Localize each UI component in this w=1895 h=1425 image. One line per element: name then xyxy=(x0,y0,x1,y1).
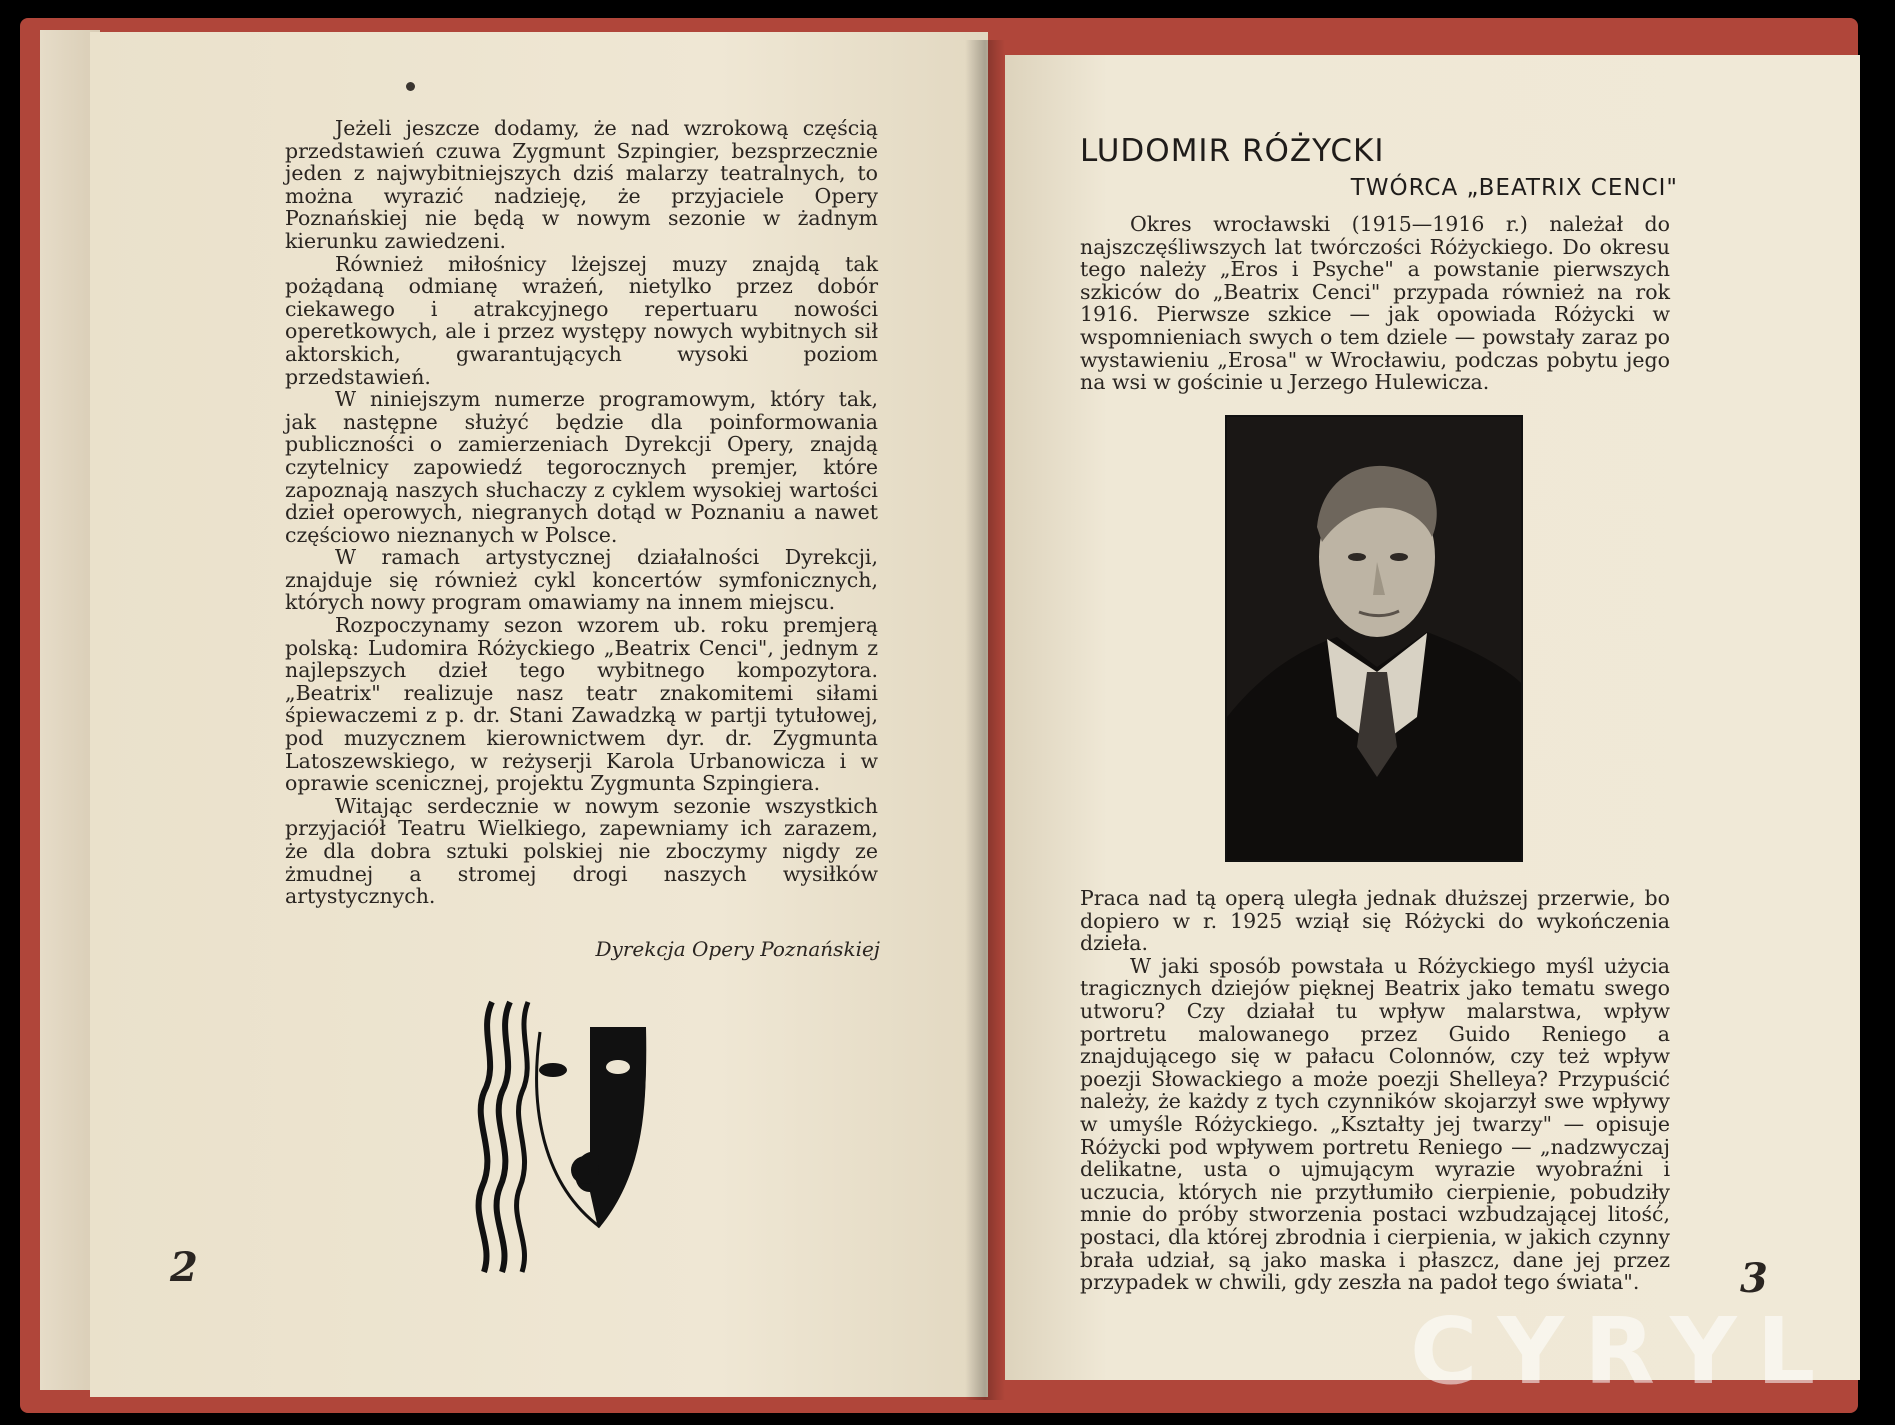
right-page xyxy=(1005,55,1860,1380)
right-page-body xyxy=(1080,887,1670,1294)
paragraph: W niniejszym numerze programowym, który tak, jak następne służyć będzie dla poinformowania publiczności o zamierzeniach Dyrekcji Opery, znajdą czytelnicy zapowiedź tegorocznych premjer, które zapoznają naszych słuchaczy z cyklem wysokiej wartości dzieł operowych, niegranych dotąd w Poznaniu a nawet częściowo nieznanych w Polsce. xyxy=(285,387,878,547)
book-spine xyxy=(965,40,1005,1400)
page-dot xyxy=(406,82,415,91)
article-subtitle: TWÓRCA „BEATRIX CENCI" xyxy=(1350,175,1678,201)
page-number: 2 xyxy=(170,1244,198,1291)
paragraph: Praca nad tą operą uległa jednak dłuższej przerwie, bo dopiero w r. 1925 wziął się Różycki do wykończenia dzieła. xyxy=(1080,886,1670,956)
paragraph: Rozpoczynamy sezon wzorem ub. roku premjerą polską: Ludomira Różyckiego „Beatrix Cenci", jednym z najlepszych dzieł tego wybitnego kompozytora. „Beatrix" realizuje nasz teatr znakomitemi siłami śpiewaczemi z p. dr. Stani Zawadzką w partji tytułowej, pod muzycznem kierownictwem dyr. dr. Zygmunta Latoszewskiego, w reżyserji Karola Urbanowicza i w oprawie scenicznej, projektu Zygmunta Szpingiera. xyxy=(285,613,878,796)
right-page-intro xyxy=(1080,213,1670,394)
paragraph: Okres wrocławski (1915—1916 r.) należał do najszczęśliwszych lat twórczości Różyckiego. Do okresu tego należy „Eros i Psyche" a powstanie pierwszych szkiców do „Beatrix Cenci" przypada również na rok 1916. Pierwsze szkice — jak opowiada Różycki w wspomnieniach swych o tem dziele — powstały zaraz po wystawieniu „Erosa" w Wrocławiu, podczas pobytu jego na wsi w gościnie u Jerzego Hulewicza. xyxy=(1080,212,1670,395)
article-title: LUDOMIR RÓŻYCKI xyxy=(1080,133,1385,169)
theatre-mask-illustration xyxy=(470,992,650,1282)
signature: Dyrekcja Opery Poznańskiej xyxy=(595,937,880,961)
paragraph: W jaki sposób powstała u Różyckiego myśl użycia tragicznych dziejów pięknej Beatrix jako tematu swego utworu? Czy działał tu wpływ malarstwa, wpływ portretu malowanego przez Guido Reniego a znajdującego się w pałacu Colonnów, czy też wpływ poezji Słowackiego a może poezji Shelleya? Przypuścić należy, że każdy z tych czynników skojarzył swe wpływy w umyśle Różyckiego. „Kształty jej twarzy" — opisuje Różycki pod wpływem portretu Reniego — „nadzwyczaj delikatne, usta o ujmującym wyrazie wyobraźni i uczucia, których nie przytłumiło cierpienie, pobudziły mnie do próby stworzenia postaci wzbudzającej litość, postaci, dla której zbrodnia i cierpienia, w jakich czynny brała udział, są jako maska i płaszcz, dane jej przez przypadek w chwili, gdy zeszła na padoł tego świata". xyxy=(1080,953,1670,1295)
left-page-text xyxy=(285,117,878,908)
paragraph: W ramach artystycznej działalności Dyrekcji, znajduje się również cykl koncertów symfonicznych, których nowy program omawiamy na innem miejscu. xyxy=(285,545,878,615)
page-number: 3 xyxy=(1740,1255,1768,1302)
portrait-photo xyxy=(1225,415,1523,862)
paragraph: Również miłośnicy lżejszej muzy znajdą tak pożądaną odmianę wrażeń, nietylko przez dobór ciekawego i atrakcyjnego repertuaru nowości operetkowych, ale i przez występy nowych wybitnych sił aktorskich, gwarantujących wysoki poziom przedstawień. xyxy=(285,251,878,389)
portrait-image xyxy=(1227,417,1523,862)
watermark: CYRYL xyxy=(1410,1298,1836,1405)
paragraph: Witając serdecznie w nowym sezonie wszystkich przyjaciół Teatru Wielkiego, zapewniamy ich zarazem, że dla dobra sztuki polskiej nie zboczymy nigdy ze żmudnej a stromej drogi naszych wysiłków artystycznych. xyxy=(285,793,878,909)
left-page xyxy=(90,32,988,1397)
paragraph: Jeżeli jeszcze dodamy, że nad wzrokową częścią przedstawień czuwa Zygmunt Szpingier, bezsprzecznie jeden z najwybitniejszych dziś malarzy teatralnych, to można wyrazić nadzieję, że przyjaciele Opery Poznańskiej nie będą w nowym sezonie w żadnym kierunku zawiedzeni. xyxy=(285,116,878,253)
